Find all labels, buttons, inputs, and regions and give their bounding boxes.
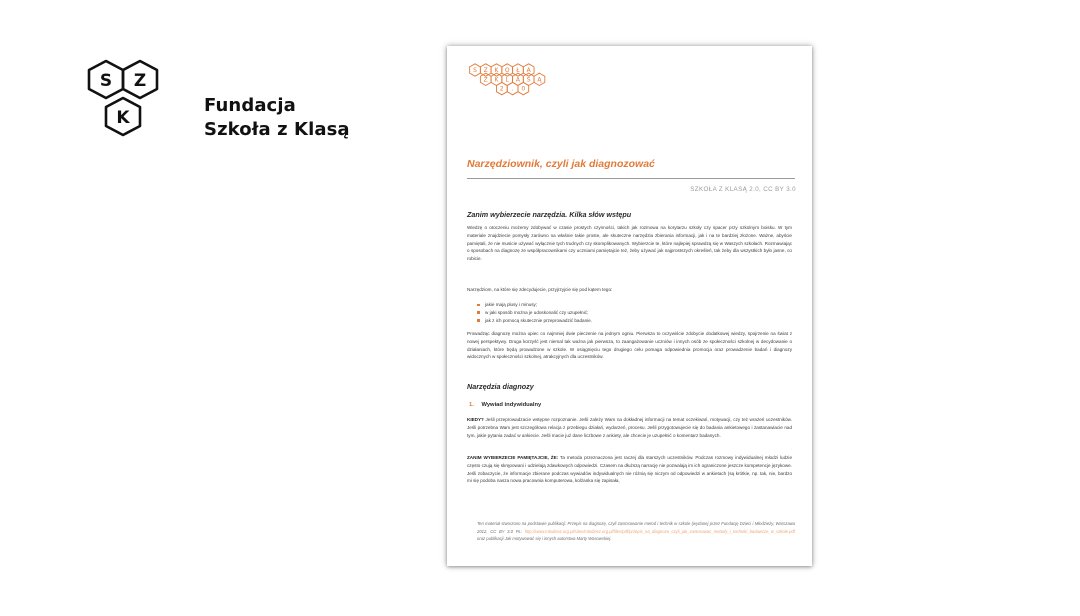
foundation-name (204, 94, 350, 142)
logo-letter-k: K (116, 108, 130, 128)
intro-paragraph: Wiedzę o otoczeniu możemy zdobywać w czasie prostych czynności, takich jak rozmowa na korytarzu szkoły czy spacer przy szkolnym boisku. W tym materiale znajdziecie pomysły zarówno na właśnie takie proste, ale skuteczne narzędzia zbierania informacji, jak i na te bardziej złożone. Ważne, abyście pamiętali, że nie musicie używać wyłącznie tych trudnych czy skomplikowanych. Wybierzcie te, które najlepiej sprawdzą się w Waszych szkołach. Rozmawiając o sposobach na diagnozę ze współpracownikami czy uczniami pamiętajcie też, żeby używać jak najprostszych określeń, tak żeby dla wszystkich było jasne, co robicie. (467, 225, 792, 262)
header-logo-letter: Ą (537, 76, 542, 84)
logo-letter-s: S (99, 71, 113, 91)
foundation-name-line2: Szkoła z Klasą (204, 119, 350, 140)
document-title: Narzędziownik, czyli jak diagnozować (467, 158, 655, 170)
header-logo-letter: . (511, 85, 514, 93)
header-logo-letter: Ł (516, 67, 520, 75)
when-text: Jeśli przeprowadzacie wstępne rozpoznanie. Jeśli zależy Wam na dokładnej informacji na temat oczekiwań, motywacji, czy też wrażeń uczestników. Jeśli potrzebna Wam jest szczegółowa relacja z przebiegu działań, wydarzeń, procesu. Jeśli przygotowujecie się do badania ankietowego i zastanawiacie nad tym, jakie pytania zadać w ankiecie. Jeśli macie już dane liczbowe z ankiety, ale chcecie je uzupełnić o komentarz badanych. (467, 417, 793, 438)
foundation-name-line1: Fundacja (204, 95, 296, 116)
source-footnote (477, 520, 795, 543)
logo-letter-z: Z (133, 71, 147, 91)
section-intro-title: Zanim wybierzecie narzędzia. Kilka słów wstępu (467, 210, 632, 219)
subsection-label: Wywiad indywidualny (481, 402, 542, 408)
remember-paragraph (467, 454, 792, 485)
document-license: SZKOŁA Z KLASĄ 2.0, CC BY 3.0 (690, 186, 796, 193)
document-page (447, 46, 812, 566)
header-logo-letter: S (526, 76, 531, 84)
header-logo-letter: Z (483, 67, 488, 75)
foundation-logo (82, 58, 372, 164)
remember-text: Ta metoda przeznaczona jest raczej dla starszych uczestników. Podczas rozmowy indywidualnej młodzi ludzie często czują się skrępowani i udzielają zdawkowych odpowiedzi. Czasem na dłuższą narrację nie pozwalają im ich ograniczone jeszcze kompetencje językowe. Jeśli zobaczycie, że informacje zbierane podczas wywiadów indywidualnych nie różnią się niczym od odpowiedzi w ankietach (są krótkie, np. tak, nie, bardzo mi się podoba nasza nowa pracownia komputerowa, kolżanka się zapisała, (467, 455, 793, 484)
list-item: jakie mają plusy i minusy; (477, 301, 592, 309)
header-logo-letter: K (494, 76, 499, 84)
title-divider (467, 178, 795, 179)
when-paragraph (467, 416, 792, 439)
header-logo-letter: A (526, 67, 531, 75)
header-logo-letter: O (504, 67, 510, 75)
remember-label: ZANIM WYBIERZECIE PAMIĘTAJCIE, ŻE: (467, 455, 559, 460)
header-logo-letter: 2 (499, 85, 504, 93)
list-item: jak z ich pomocą skutecznie przeprowadzić badanie. (477, 317, 592, 325)
when-label: KIEDY? (467, 417, 484, 422)
header-logo-letter: Z (483, 76, 488, 84)
list-item: w jaki sposób można je udoskonalić czy uzupełnić; (477, 309, 592, 317)
footnote-link[interactable]: http://www.mlodziez.org.pl/sites/mlodziez.org.pl/files/pdf/przepis_na_diagnoze_czyli_jak_zastosowac_metody_i_techniki_badawcze_w_szkole.pdf (524, 528, 795, 534)
header-logo-letter: K (494, 67, 499, 75)
header-logo-letter: S (473, 67, 477, 75)
header-logo-letter: A (515, 76, 521, 84)
header-logo-letter: 0 (521, 85, 526, 93)
footnote-text: Ten materiał stworzono na podstawie publikacji: Przepis na diagnozę, czyli zastosowanie metod i technik w szkole (wydanej przez Fundację Dzieci i Młodzieży, Warszawa 2012, CC BY 3.0 PL: (477, 521, 795, 534)
benefits-paragraph: Prowadząc diagnozę można upiec co najmniej dwie pieczenie na jednym ogniu. Pierwsza to oczywiście zdobycie dodatkowej wiedzy, spojrzenie na świat z nowej perspektywy. Druga korzyść jest niemal tak ważna jak pierwsza, to zaangażowanie uczniów i innych osób ze społeczności szkolnej w decydowanie o działaniach, które będą prowadzone w szkole. W osiągnięciu tego drugiego celu pomaga odpowiednia promocja oraz prowadzenie badań i diagnozy widocznych w społeczności szkolnej, atrakcyjnych dla uczestników. (467, 331, 792, 360)
document-header-logo-icon (467, 62, 579, 108)
tools-paragraph: Narzędziom, na które się zdecydujecie, przyjrzyjcie się pod kątem tego: (467, 287, 613, 292)
tools-bullet-list (477, 301, 592, 324)
subsection-title (469, 402, 541, 408)
footnote-tail: oraz publikacji Jak motywować się i innych autorstwa Marty Wasowskiej. (477, 536, 612, 542)
header-logo-letter: L (505, 76, 509, 84)
section-tools-title: Narzędzia diagnozy (467, 382, 534, 391)
subsection-number: 1. (469, 402, 474, 408)
hexagon-logo-icon (82, 58, 188, 164)
